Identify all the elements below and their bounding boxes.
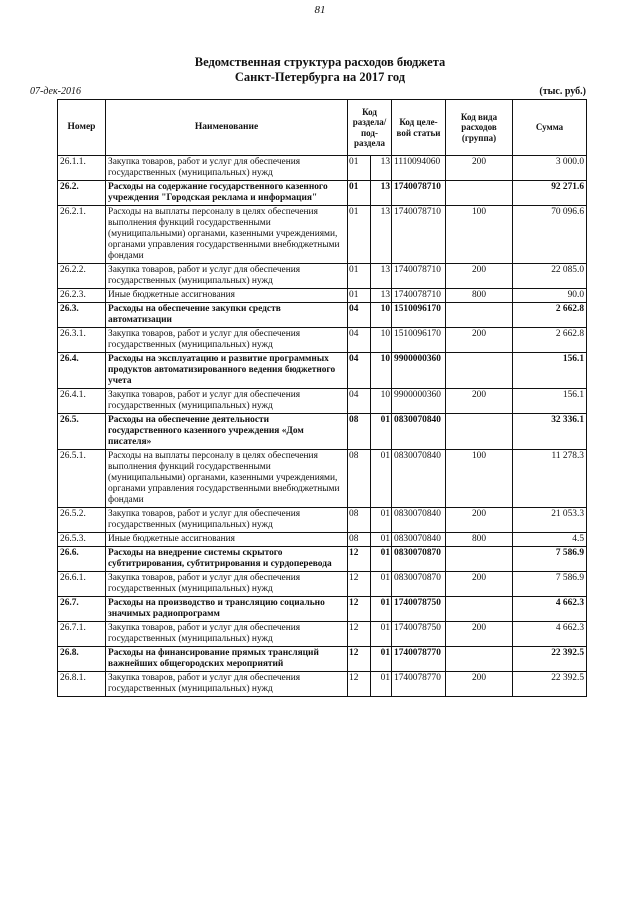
table-row: [58, 647, 587, 672]
row-expense-type: [446, 181, 513, 206]
row-name: Закупка товаров, работ и услуг для обеспечения государственных (муниципальных) нужд: [106, 156, 348, 181]
row-section: 01: [348, 181, 371, 206]
table-row: [58, 508, 587, 533]
table-row: [58, 672, 587, 697]
row-subsection: 01: [371, 533, 392, 547]
row-section: 12: [348, 672, 371, 697]
row-name: Расходы на эксплуатацию и развитие программных продуктов автоматизированного ведения бюджетного учета: [106, 353, 348, 389]
row-sum: 32 336.1: [513, 414, 587, 450]
row-number: 26.2.3.: [58, 289, 106, 303]
row-section: 12: [348, 547, 371, 572]
row-sum: 3 000.0: [513, 156, 587, 181]
row-section: 01: [348, 264, 371, 289]
row-expense-type: 200: [446, 156, 513, 181]
row-sum: 70 096.6: [513, 206, 587, 264]
row-target-code: 1740078710: [392, 264, 446, 289]
row-number: 26.8.: [58, 647, 106, 672]
table-row: [58, 303, 587, 328]
row-sum: 4.5: [513, 533, 587, 547]
row-subsection: 13: [371, 181, 392, 206]
row-sum: 22 392.5: [513, 647, 587, 672]
row-section: 12: [348, 647, 371, 672]
row-target-code: 0830070840: [392, 508, 446, 533]
row-target-code: 1740078750: [392, 622, 446, 647]
row-expense-type: 100: [446, 206, 513, 264]
table-row: [58, 547, 587, 572]
row-section: 08: [348, 450, 371, 508]
row-section: 08: [348, 508, 371, 533]
row-number: 26.5.: [58, 414, 106, 450]
row-expense-type: [446, 547, 513, 572]
row-number: 26.2.1.: [58, 206, 106, 264]
row-sum: 92 271.6: [513, 181, 587, 206]
row-expense-type: 800: [446, 533, 513, 547]
row-subsection: 13: [371, 264, 392, 289]
row-subsection: 10: [371, 353, 392, 389]
row-name: Закупка товаров, работ и услуг для обеспечения государственных (муниципальных) нужд: [106, 572, 348, 597]
header-number: Номер: [58, 100, 106, 156]
row-subsection: 10: [371, 303, 392, 328]
row-expense-type: 200: [446, 508, 513, 533]
row-section: 08: [348, 533, 371, 547]
row-subsection: 01: [371, 508, 392, 533]
row-subsection: 13: [371, 289, 392, 303]
row-name: Расходы на выплаты персоналу в целях обеспечения выполнения функций государственными (муниципальными) органами, казенными учреждениями, органами управления государственными внебюджетными фондами: [106, 450, 348, 508]
row-sum: 11 278.3: [513, 450, 587, 508]
row-target-code: 9900000360: [392, 389, 446, 414]
row-expense-type: 200: [446, 572, 513, 597]
table-row: [58, 289, 587, 303]
row-number: 26.6.1.: [58, 572, 106, 597]
row-section: 01: [348, 289, 371, 303]
row-section: 04: [348, 303, 371, 328]
row-subsection: 13: [371, 156, 392, 181]
row-target-code: 0830070870: [392, 572, 446, 597]
row-target-code: 1510096170: [392, 303, 446, 328]
row-name: Закупка товаров, работ и услуг для обеспечения государственных (муниципальных) нужд: [106, 328, 348, 353]
row-sum: 22 392.5: [513, 672, 587, 697]
table-row: [58, 264, 587, 289]
header-target: Код целе-вой статьи: [392, 100, 446, 156]
row-target-code: 1740078750: [392, 597, 446, 622]
row-name: Закупка товаров, работ и услуг для обеспечения государственных (муниципальных) нужд: [106, 672, 348, 697]
row-target-code: 0830070840: [392, 533, 446, 547]
row-number: 26.1.1.: [58, 156, 106, 181]
row-target-code: 1110094060: [392, 156, 446, 181]
row-number: 26.4.1.: [58, 389, 106, 414]
row-subsection: 01: [371, 572, 392, 597]
table-row: [58, 181, 587, 206]
row-expense-type: [446, 353, 513, 389]
row-target-code: 0830070840: [392, 414, 446, 450]
budget-table: [57, 99, 587, 697]
row-section: 08: [348, 414, 371, 450]
row-name: Расходы на выплаты персоналу в целях обеспечения выполнения функций государственными (муниципальными) органами, казенными учреждениями, органами управления государственными внебюджетными фондами: [106, 206, 348, 264]
row-target-code: 0830070840: [392, 450, 446, 508]
row-expense-type: [446, 303, 513, 328]
row-expense-type: 200: [446, 622, 513, 647]
row-subsection: 01: [371, 622, 392, 647]
row-number: 26.3.: [58, 303, 106, 328]
row-section: 01: [348, 156, 371, 181]
row-name: Расходы на производство и трансляцию социально значимых радиопрограмм: [106, 597, 348, 622]
row-name: Закупка товаров, работ и услуг для обеспечения государственных (муниципальных) нужд: [106, 264, 348, 289]
row-name: Расходы на содержание государственного казенного учреждения "Городская реклама и информация": [106, 181, 348, 206]
row-name: Расходы на обеспечение закупки средств автоматизации: [106, 303, 348, 328]
row-section: 04: [348, 353, 371, 389]
row-target-code: 0830070870: [392, 547, 446, 572]
row-sum: 4 662.3: [513, 622, 587, 647]
row-subsection: 10: [371, 389, 392, 414]
row-expense-type: [446, 597, 513, 622]
row-sum: 2 662.8: [513, 328, 587, 353]
page-number: 81: [314, 4, 326, 16]
row-section: 04: [348, 389, 371, 414]
row-target-code: 9900000360: [392, 353, 446, 389]
row-target-code: 1510096170: [392, 328, 446, 353]
row-number: 26.2.: [58, 181, 106, 206]
row-sum: 22 085.0: [513, 264, 587, 289]
table-row: [58, 597, 587, 622]
document-date: 07-дек-2016: [30, 86, 81, 97]
title-line-1: Ведомственная структура расходов бюджета: [194, 55, 446, 69]
row-target-code: 1740078710: [392, 289, 446, 303]
row-name: Расходы на обеспечение деятельности государственного казенного учреждения «Дом писателя»: [106, 414, 348, 450]
row-sum: 21 053.3: [513, 508, 587, 533]
row-name: Закупка товаров, работ и услуг для обеспечения государственных (муниципальных) нужд: [106, 389, 348, 414]
row-name: Закупка товаров, работ и услуг для обеспечения государственных (муниципальных) нужд: [106, 622, 348, 647]
row-subsection: 01: [371, 647, 392, 672]
row-target-code: 1740078770: [392, 672, 446, 697]
table-row: [58, 328, 587, 353]
row-name: Расходы на внедрение системы скрытого субтитрирования, субтитрирования и сурдоперевода: [106, 547, 348, 572]
row-subsection: 01: [371, 547, 392, 572]
header-sum: Сумма: [513, 100, 587, 156]
row-sum: 2 662.8: [513, 303, 587, 328]
row-section: 01: [348, 206, 371, 264]
row-subsection: 01: [371, 597, 392, 622]
row-target-code: 1740078770: [392, 647, 446, 672]
row-name: Расходы на финансирование прямых трансляций важнейших общегородских мероприятий: [106, 647, 348, 672]
row-sum: 156.1: [513, 389, 587, 414]
row-number: 26.5.2.: [58, 508, 106, 533]
row-expense-type: 100: [446, 450, 513, 508]
row-expense-type: [446, 647, 513, 672]
header-expense-type: Код вида расходов (группа): [446, 100, 513, 156]
table-row: [58, 206, 587, 264]
header-name: Наименование: [106, 100, 348, 156]
row-sum: 156.1: [513, 353, 587, 389]
row-subsection: 13: [371, 206, 392, 264]
row-number: 26.8.1.: [58, 672, 106, 697]
row-expense-type: 800: [446, 289, 513, 303]
row-expense-type: 200: [446, 264, 513, 289]
row-number: 26.4.: [58, 353, 106, 389]
row-number: 26.5.1.: [58, 450, 106, 508]
row-number: 26.7.: [58, 597, 106, 622]
table-row: [58, 156, 587, 181]
units-label: (тыс. руб.): [539, 86, 586, 97]
row-sum: 7 586.9: [513, 547, 587, 572]
row-sum: 4 662.3: [513, 597, 587, 622]
row-expense-type: [446, 414, 513, 450]
row-target-code: 1740078710: [392, 206, 446, 264]
row-section: 12: [348, 597, 371, 622]
row-number: 26.3.1.: [58, 328, 106, 353]
title-line-2: Санкт-Петербурга на 2017 год: [234, 70, 406, 84]
row-target-code: 1740078710: [392, 181, 446, 206]
row-number: 26.5.3.: [58, 533, 106, 547]
row-subsection: 01: [371, 414, 392, 450]
row-number: 26.7.1.: [58, 622, 106, 647]
row-section: 12: [348, 572, 371, 597]
row-name: Иные бюджетные ассигнования: [106, 533, 348, 547]
table-row: [58, 622, 587, 647]
table-row: [58, 533, 587, 547]
row-name: Иные бюджетные ассигнования: [106, 289, 348, 303]
table-row: [58, 450, 587, 508]
header-section: Код раздела/ под-раздела: [348, 100, 392, 156]
row-section: 04: [348, 328, 371, 353]
table-row: [58, 389, 587, 414]
row-expense-type: 200: [446, 672, 513, 697]
row-subsection: 01: [371, 450, 392, 508]
document-title: [0, 55, 640, 85]
row-subsection: 10: [371, 328, 392, 353]
table-row: [58, 353, 587, 389]
table-row: [58, 414, 587, 450]
row-expense-type: 200: [446, 389, 513, 414]
row-number: 26.2.2.: [58, 264, 106, 289]
row-sum: 90.0: [513, 289, 587, 303]
row-name: Закупка товаров, работ и услуг для обеспечения государственных (муниципальных) нужд: [106, 508, 348, 533]
row-section: 12: [348, 622, 371, 647]
table-row: [58, 572, 587, 597]
row-sum: 7 586.9: [513, 572, 587, 597]
row-expense-type: 200: [446, 328, 513, 353]
row-number: 26.6.: [58, 547, 106, 572]
row-subsection: 01: [371, 672, 392, 697]
